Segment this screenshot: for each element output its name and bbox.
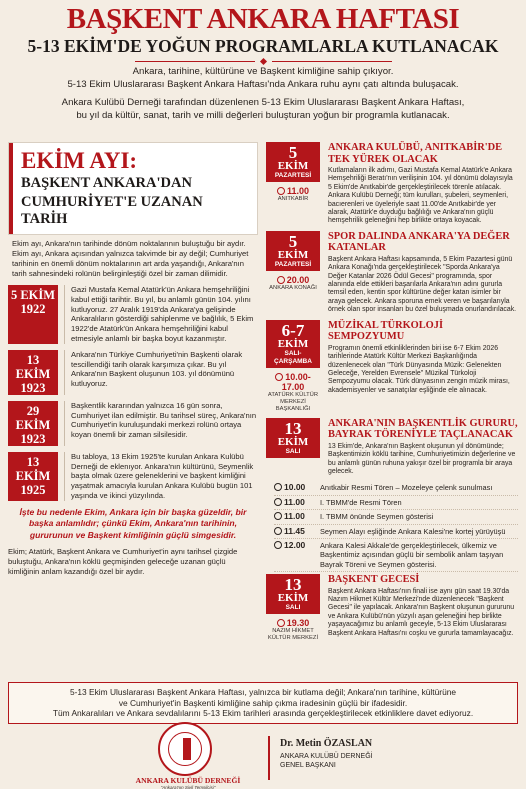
footer	[0, 720, 526, 789]
closing-banner	[8, 682, 518, 724]
event-text: Bu tabloya, 13 Ekim 1925'te kurulan Ankara Kulübü Derneği de eklenıyor. Ankara'nın kültürünü, Seymenlik başta olmak üzere geleneklerini ve başkent kimliğini yaşatmak amacıyla kurulan Ankara Kulübü bugün 101 yaşında ve ikinci yüzyılında.	[64, 452, 258, 501]
day-weekday: PAZARTESİ	[274, 172, 312, 179]
history-event	[8, 285, 258, 344]
schedule-text: I. TBMM önünde Seymen gösterisi	[320, 512, 434, 522]
month-subtitle: CUMHURİYET'E UZANAN TARİH	[21, 194, 203, 227]
event-time: 20.00	[266, 275, 320, 285]
program-title: BAŞKENT GECESİ	[328, 574, 420, 586]
intro-line: Ankara, tarihine, kültürüne ve Başkent kimliğine sahip çıkıyor.	[132, 66, 394, 77]
event-date-badge: 13 EKİM 1925	[8, 452, 58, 501]
program-day	[266, 231, 518, 315]
intro-text	[0, 66, 526, 122]
event-time: 11.00	[266, 186, 320, 196]
signature-divider	[268, 736, 270, 780]
event-time: 10.00-17.00	[266, 372, 320, 392]
clock-icon	[277, 187, 285, 195]
banner-line: ve Cumhuriyet'in Başkenti kimliğine sahip çıkma iradesinin güçlü bir ifadesidir.	[118, 697, 408, 708]
program-body: Kutlamaların ilk adımı, Gazi Mustafa Kemal Atatürk'e Ankara Hemşehriliği Beratı'nın verilişinin 104. yıl dönümü dolayısıyla 5 Ekim'de Anıtkabir'de gerçekleştirilecek törenle atılacak. Ankara Kulübü Derneği; tüm kurulları, şubeleri, seymenleri, bacıerenleri ve üyeleriyle saat 11.00'de Anıtkabir'de yer alarak, Atatürk'e duyduğu bağlılığı ve Ankara'nın güçlü hemşehrilik geleneğini hep birlikte ortaya koyacak.	[328, 167, 513, 225]
day-badge	[266, 231, 320, 271]
program-title: SPOR DALINDA ANKARA'YA DEĞER KATANLAR	[328, 230, 510, 254]
program-day	[266, 320, 518, 413]
day-number: 13	[284, 418, 302, 438]
clock-icon	[277, 619, 285, 627]
program-body: 13 Ekim'de, Ankara'nın Başkent oluşunun yıl dönümünde; Başkentimizin köklü tarihine, Cumhuriyetimizin değerlerine ve bu anlamlı günün ruhuna yakışır özel bir programla bir araya gelecek.	[328, 442, 516, 475]
intro-line: 5-13 Ekim Uluslararası Başkent Ankara Haftası'nda Ankara ruhu aynı çatı altında buluşacak.	[67, 78, 459, 90]
clock-icon	[274, 512, 282, 520]
event-time: 19.30	[266, 618, 320, 628]
organization-name: ANKARA KULÜBÜ DERNEĞİ	[135, 776, 241, 785]
ornament-divider	[0, 59, 526, 64]
day-badge	[266, 142, 320, 182]
ankara-kulubu-logo	[158, 722, 212, 776]
signatory-name: Dr. Metin ÖZASLAN	[280, 738, 373, 749]
program-body: Başkent Ankara Haftası'nın finali ise aynı gün saat 19.30'da Nazım Hikmet Kültür Merkezi'nde düzenlenecek "Başkent Gecesi" ile yapılacak. Ankara'nın Başkent oluşunun gururunu ve Ankara Kulübü'nün yüzyılı aşan geleneğini hep birlikte yaşayacağımız bu anlamlı geceyle, 5-13 Ekim Uluslararası Başkent Ankara Haftası'nı coşku ve gururla tamamlayacağız.	[328, 587, 515, 637]
schedule-time: 11.00	[284, 511, 305, 522]
event-location: ANITKABİR	[277, 196, 309, 202]
clock-icon	[277, 276, 285, 284]
program-day	[266, 142, 518, 226]
history-event	[8, 350, 258, 395]
program-title: ANKARA'NIN BAŞKENTLİK GURURU, BAYRAK TÖRENİYLE TAÇLANACAK	[328, 417, 518, 441]
intro-line: Ankara Kulübü Derneği tarafından düzenlenen 5-13 Ekim Uluslararası Başkent Ankara Haftası,	[61, 97, 465, 108]
day-badge	[266, 574, 320, 614]
history-event	[8, 452, 258, 501]
day-badge	[266, 320, 320, 368]
schedule-row	[274, 496, 518, 510]
history-event	[8, 401, 258, 446]
schedule-row	[274, 481, 518, 495]
schedule-text: Seymen Alayı eşliğinde Ankara Kalesi'ne kortej yürüyüşü	[320, 526, 506, 536]
day-month: EKİM	[277, 160, 309, 172]
month-intro: Ekim ayı, Ankara'nın tarihinde dönüm noktalarının buluştuğu bir aydır. Ekim ayı, Ankara açısından yalnızca takvimde bir ay değil; Cumhuriyet tarihinin en önemli dönüm noktalarının art arda yaşandığı, Ankara'nın tarih sahnesindeki rolünün belirginleştiği özel bir zaman dilimidir.	[12, 239, 249, 278]
role-line: GENEL BAŞKANI	[280, 762, 336, 769]
event-text: Başkentlik kararından yalnızca 16 gün sonra, Cumhuriyet ilan edilmiştir. Bu tarihsel süreç, Ankara'nın Cumhuriyet'in kuruluşundaki merkezi rolünü ortaya koyan önemli bir zaman silsilesidir.	[64, 401, 258, 446]
closing-text: Ekim; Atatürk, Başkent Ankara ve Cumhuriyet'in aynı tarihsel çizgide buluştuğu, Ankara'nın köklü geçmişinden geleceğe uzanan güçlü kimliğinin anlam kazandığı özel bir aydır.	[8, 547, 238, 577]
event-location: NAZIM HİKMET KÜLTÜR MERKEZİ	[267, 628, 319, 642]
month-title: EKİM AYI:	[21, 148, 138, 173]
day-number: 5	[288, 231, 298, 251]
program-day	[266, 418, 518, 477]
intro-line: bu yıl da kültür, sanat, tarih ve milli değerleri buluşturan yoğun bir programla kutlanacak.	[76, 109, 450, 121]
event-date-badge: 5 EKİM 1922	[8, 285, 58, 344]
page-subtitle: 5-13 EKİM'DE YOĞUN PROGRAMLARLA KUTLANACAK	[27, 36, 499, 56]
day-weekday: SALI	[285, 604, 301, 612]
month-header-box	[8, 142, 258, 235]
event-text: Ankara'nın Türkiye Cumhuriyeti'nin Başkenti olarak tescillendiği tarih olarak karşımıza çıkar. Bu yıl Ankara'nın Başkent oluşunun 103. yıl dönümünü kutluyoruz.	[64, 350, 258, 395]
day-number: 6-7	[281, 320, 305, 340]
day-weekday: PAZARTESİ	[274, 260, 312, 268]
day-month: EKİM	[277, 592, 309, 605]
schedule-time: 11.45	[284, 525, 305, 536]
clock-icon	[275, 373, 283, 381]
day-number: 13	[284, 575, 302, 595]
program-title: MÜZİKAL TÜRKOLOJİ SEMPOZYUMU	[328, 319, 443, 343]
program-day	[266, 574, 518, 642]
day-month: EKİM	[277, 435, 309, 448]
schedule-row	[274, 539, 518, 572]
event-location: ANKARA KONAĞI	[269, 284, 317, 291]
day-badge	[266, 418, 320, 458]
program-body: Programın önemli etkinliklerinden biri ise 6-7 Ekim 2026 tarihlerinde Atatürk Kültür Merkezi Başkanlığında düzenlenecek olan "Türk Dünyasında Müzik: Gelenekten Geleceğe, Yerelden Evrensele" Müzikal Türkoloji Sempozyumu olacak. Türk dünyasının zengin müzik mirası, akademisyenler ve sanatçılar eşliğinde ele alınacak.	[328, 344, 510, 394]
clock-icon	[274, 527, 282, 535]
day-weekday: SALI	[285, 447, 301, 455]
highlight-quote: İşte bu nedenle Ekim, Ankara için bir başka güzeldir, bir başka anlamlıdır; çünkü Ekim, Ankara'nın tarihinin, gururunun ve Başkent kimliğinin güçlü simgesidir.	[19, 506, 247, 540]
header	[0, 0, 526, 122]
schedule-text: Anıtkabir Resmi Tören – Mozeleye çelenk sunulması	[320, 483, 493, 493]
role-line: ANKARA KULÜBÜ DERNEĞİ	[280, 753, 373, 760]
page-title: BAŞKENT ANKARA HAFTASI	[66, 3, 460, 35]
program-column	[266, 142, 518, 647]
schedule-text: Ankara Kalesi Akkale'de gerçekleştirilecek, ülkemiz ve Başkentimiz açısından güçlü bir sembolik anlam taşıyan Bayrak Töreni ve Seymen gösterisi.	[320, 540, 504, 569]
left-column	[8, 142, 258, 577]
schedule-time: 10.00	[284, 482, 306, 493]
banner-line: Tüm Ankaralıları ve Ankara sevdalılarını 5-13 Ekim tarihleri arasında gerçekleştirilecek etkinliklere davet ediyoruz.	[52, 708, 474, 719]
event-text: Gazi Mustafa Kemal Atatürk'ün Ankara hemşehriliğini kabul ettiği tarihtir. Bu yıl, bu anlamlı günün 104. yılını kutluyoruz. 27 Aralık 1919'da Ankara'ya gelişinde Ankaralıların gösterdiği sahiplenme ve bağlılık, 5 Ekim 1922'de Atatürk'ün Ankara hemşehriliğini kabul etmesiyle anlamlı bir başka boyut kazanmıştır.	[64, 285, 258, 344]
schedule-text: I. TBMM'de Resmi Tören	[320, 497, 402, 507]
event-date-badge: 29 EKİM 1923	[8, 401, 58, 446]
main-content	[8, 142, 518, 672]
event-date-badge: 13 EKİM 1923	[8, 350, 58, 395]
banner-line: 5-13 Ekim Uluslararası Başkent Ankara Haftası, yalnızca bir kutlama değil; Ankara'nın tarihine, kültürüne	[69, 687, 457, 697]
clock-icon	[274, 498, 282, 506]
organization-motto: "Ankara'nın Sivil Temsilcisi"	[160, 785, 216, 789]
program-title: ANKARA KULÜBÜ, ANITKABİR'DE TEK YÜREK OLACAK	[328, 142, 503, 165]
schedule-row	[274, 525, 518, 539]
event-location: ATATÜRK KÜLTÜR MERKEZİ BAŞKANLIĞI	[267, 391, 319, 412]
day-month: EKİM	[277, 337, 309, 350]
signatory-role	[280, 752, 373, 770]
schedule-row	[274, 510, 518, 524]
schedule-time: 11.00	[284, 496, 305, 507]
clock-icon	[274, 541, 282, 549]
program-body: Başkent Ankara Haftası kapsamında, 5 Ekim Pazartesi günü Ankara Konağı'nda gerçekleştirilecek "Sporda Ankara'ya Değer Katanlar 2026 Ödül Gecesi" programında, spor alanında elde ettikleri başarılarla Ankara'nın adını gururla temsil eden, kentin spor kültürüne değer katan isimler bir araya gelecek. Ankara sporuna emek veren ve başarılarıyla örnek olan spor insanları bu özel buluşmada onurlandırılacak.	[328, 255, 517, 314]
schedule-list	[274, 481, 518, 572]
clock-icon	[274, 483, 282, 491]
schedule-time: 12.00	[284, 539, 306, 550]
day-number: 5	[288, 143, 298, 162]
day-month: EKİM	[277, 248, 309, 261]
day-weekday: SALI-ÇARŞAMBA	[274, 349, 312, 365]
month-subtitle: BAŞKENT ANKARA'DAN	[21, 175, 192, 191]
